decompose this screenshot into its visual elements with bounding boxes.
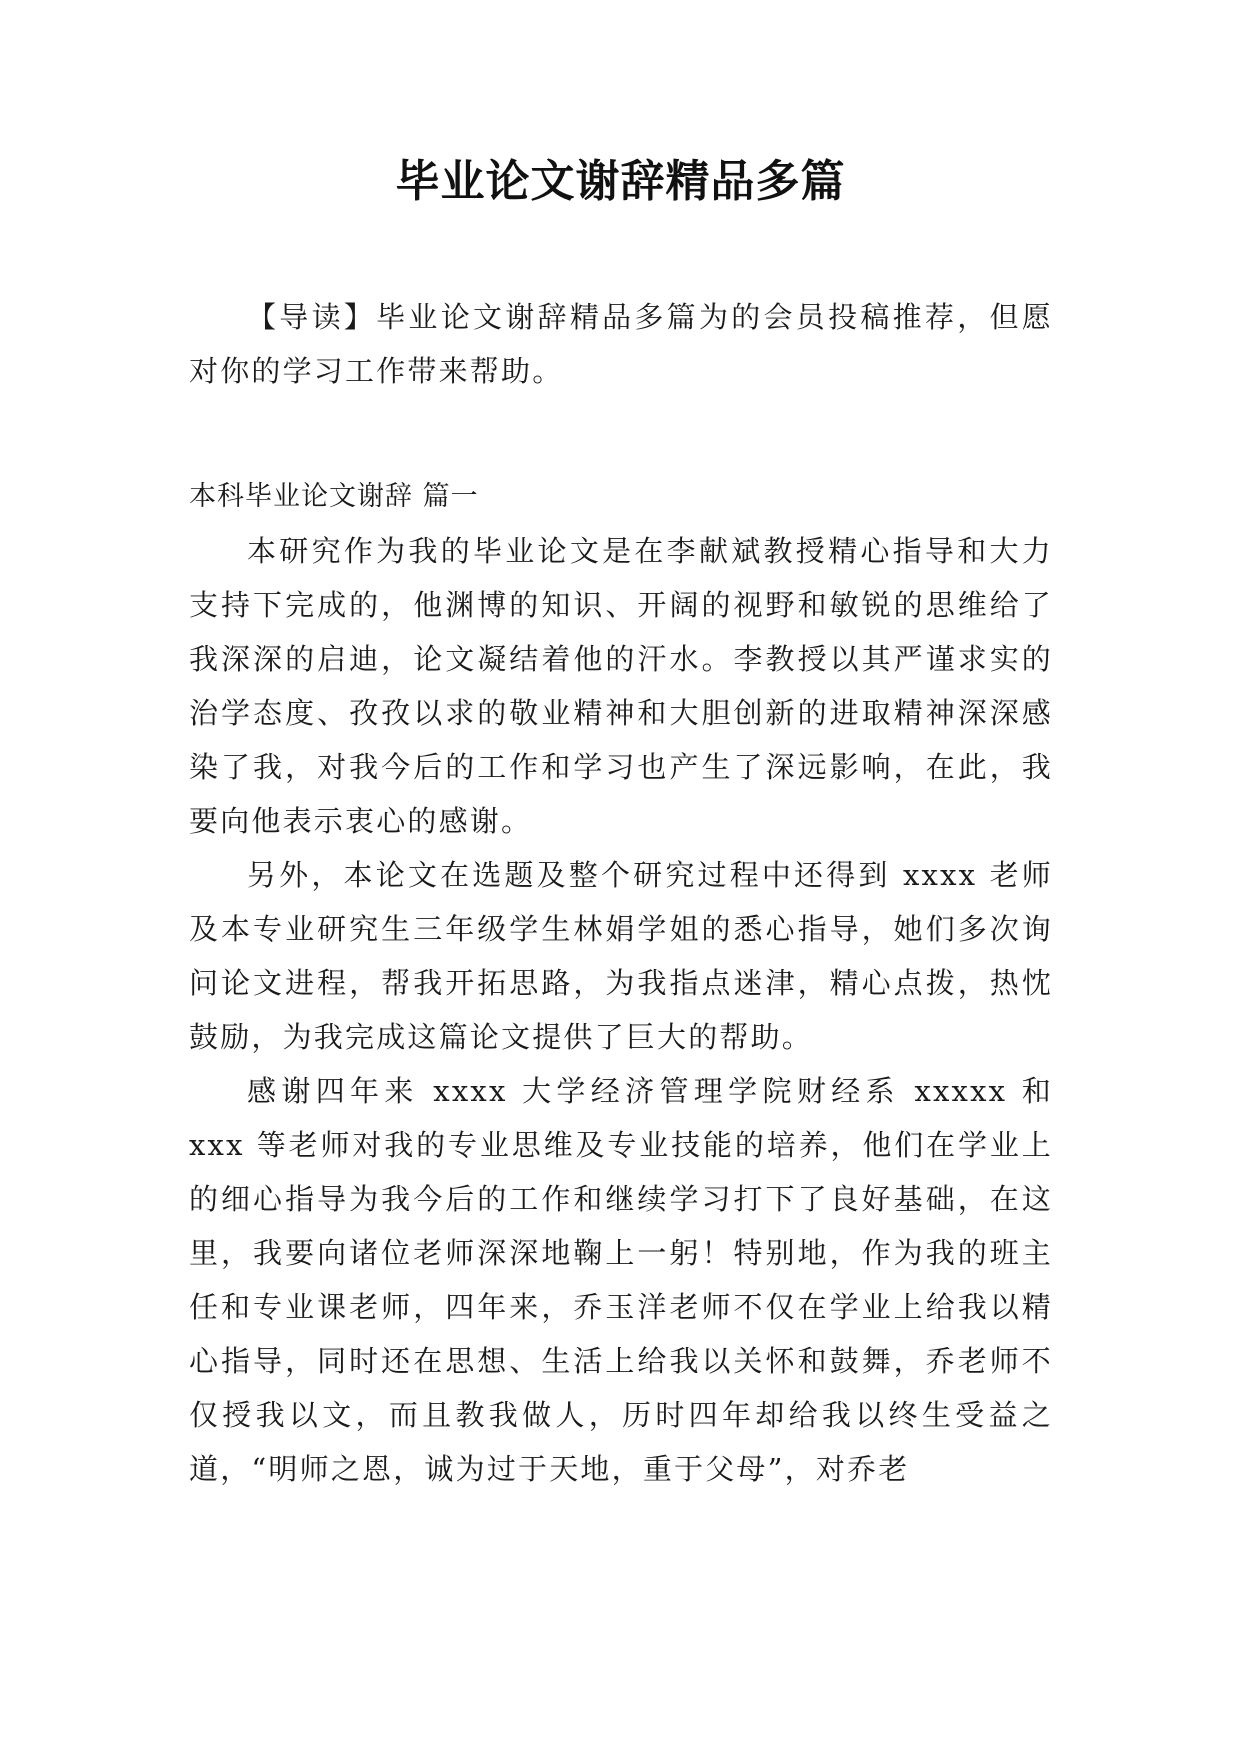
body-paragraph: 感谢四年来 xxxx 大学经济管理学院财经系 xxxxx 和 xxx 等老师对我的专业思维及专业技能的培养，他们在学业上的细心指导为我今后的工作和继续学习打下了良好基础，在这里，我要向诸位老师深深地鞠上一躬！特别地，作为我的班主任和专业课老师，四年来，乔玉洋老师不仅在学业上给我以精心指导，同时还在思想、生活上给我以关怀和鼓舞，乔老师不仅授我以文，而且教我做人，历时四年却给我以终生受益之道，“明师之恩，诚为过于天地，重于父母”，对乔老: [189, 1074, 1053, 1486]
body-paragraph: 另外，本论文在选题及整个研究过程中还得到 xxxx 老师及本专业研究生三年级学生林娟学姐的悉心指导，她们多次询问论文进程，帮我开拓思路，为我指点迷津，精心点拨，热忱鼓励，为我完成这篇论文提供了巨大的帮助。: [189, 858, 1053, 1054]
section-heading: 本科毕业论文谢辞 篇一: [189, 481, 479, 512]
intro-paragraph: 【导读】毕业论文谢辞精品多篇为的会员投稿推荐，但愿对你的学习工作带来帮助。: [189, 300, 1053, 388]
document-body: [189, 290, 1053, 1496]
page-title: 毕业论文谢辞精品多篇: [395, 156, 846, 207]
body-paragraph: 本研究作为我的毕业论文是在李献斌教授精心指导和大力支持下完成的，他渊博的知识、开阔的视野和敏锐的思维给了我深深的启迪，论文凝结着他的汗水。李教授以其严谨求实的治学态度、孜孜以求的敬业精神和大胆创新的进取精神深深感染了我，对我今后的工作和学习也产生了深远影响，在此，我要向他表示衷心的感谢。: [189, 534, 1053, 838]
